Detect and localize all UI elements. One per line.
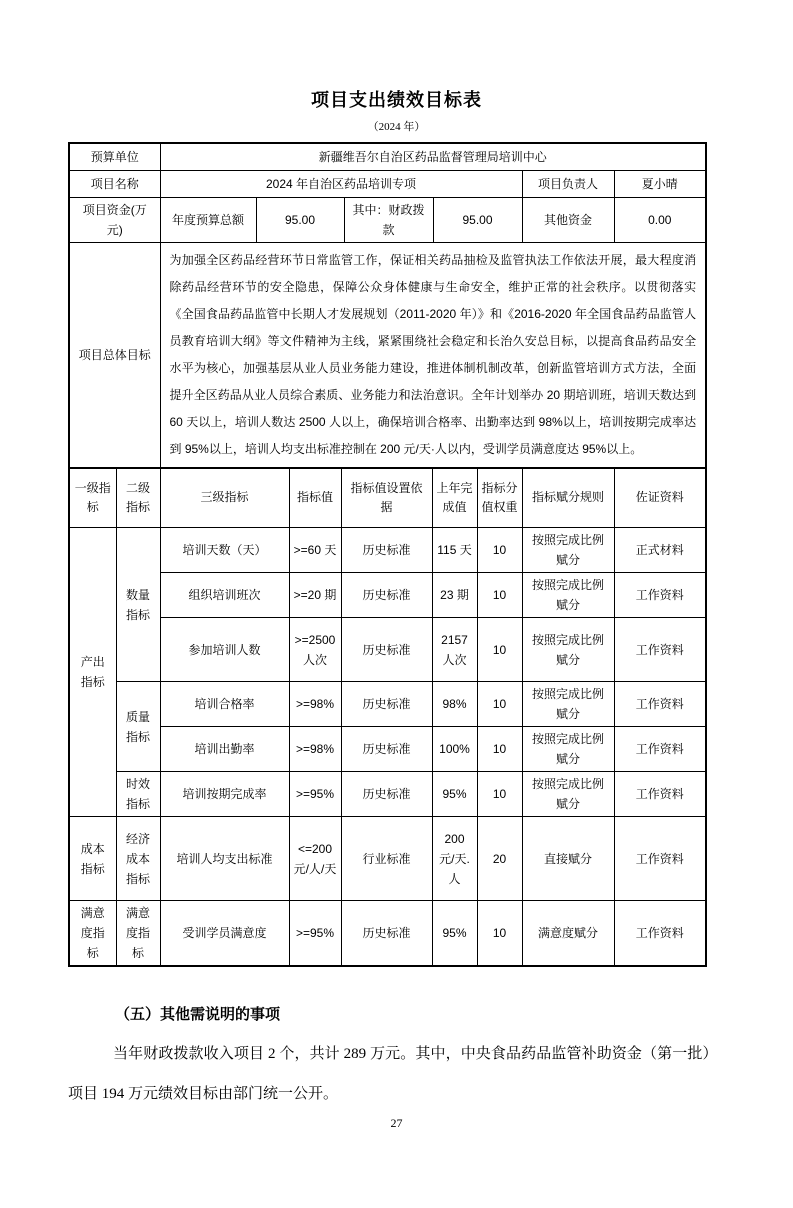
cell-level3-r3: 培训合格率: [160, 682, 289, 727]
cell-prev-r2: 2157 人次: [432, 618, 477, 682]
cell-prev-r3: 98%: [432, 682, 477, 727]
cell-rule-r4: 按照完成比例赋分: [522, 727, 614, 772]
cell-target-r1: >=20 期: [289, 573, 341, 618]
cell-level2-r0: 数量指标: [116, 528, 160, 682]
cell-rule-r3: 按照完成比例赋分: [522, 682, 614, 727]
cell-weight-r6: 20: [477, 817, 522, 901]
cell-evidence-r7: 工作资料: [614, 901, 706, 967]
cell-level2-r5: 时效指标: [116, 772, 160, 817]
header-level3-indicator: 三级指标: [160, 468, 289, 528]
cell-rule-r6: 直接赋分: [522, 817, 614, 901]
budget-unit-label: 预算单位: [69, 143, 160, 170]
cell-prev-r5: 95%: [432, 772, 477, 817]
cell-target-r5: >=95%: [289, 772, 341, 817]
cell-prev-r1: 23 期: [432, 573, 477, 618]
cell-rule-r7: 满意度赋分: [522, 901, 614, 967]
header-level2-indicator: 二级指标: [116, 468, 160, 528]
cell-evidence-r4: 工作资料: [614, 727, 706, 772]
cell-weight-r5: 10: [477, 772, 522, 817]
cell-evidence-r2: 工作资料: [614, 618, 706, 682]
other-notes-section: [68, 1003, 710, 1114]
cell-level3-r5: 培训按期完成率: [160, 772, 289, 817]
other-funds-value: 0.00: [614, 197, 706, 242]
cell-target-r2: >=2500 人次: [289, 618, 341, 682]
cell-basis-r3: 历史标准: [341, 682, 432, 727]
cell-rule-r1: 按照完成比例赋分: [522, 573, 614, 618]
cell-basis-r5: 历史标准: [341, 772, 432, 817]
overall-goal-text: 为加强全区药品经营环节日常监管工作，保证相关药品抽检及监管执法工作依法开展，最大程度消除药品经营环节的安全隐患，保障公众身体健康与生命安全，维护正常的社会秩序。以贯彻落实《全国食品药品监管中长期人才发展规划（2011-2020 年）》和《2016-2020 年全国食品药品监管人员教育培训大纲》等文件精神为主线，紧紧围绕社会稳定和长治久安总目标，以提高食品药品安全水平为核心，加强基层从业人员业务能力建设，推进体制机制改革，创新监管培训方式方法，全面提升全区药品从业人员综合素质、业务能力和法治意识。全年计划举办 20 期培训班，培训天数达到 60 天以上，培训人数达 2500 人以上，确保培训合格率、出勤率达到 98%以上，培训按期完成率达到 95%以上，培训人均支出标准控制在 200 元/天·人以内，受训学员满意度达 95%以上。: [160, 242, 706, 468]
fiscal-allocation-value: 95.00: [433, 197, 522, 242]
cell-evidence-r5: 工作资料: [614, 772, 706, 817]
header-prev-year-value: 上年完成值: [432, 468, 477, 528]
annual-budget-value: 95.00: [256, 197, 344, 242]
header-value-basis: 指标值设置依据: [341, 468, 432, 528]
cell-basis-r0: 历史标准: [341, 528, 432, 573]
cell-target-r3: >=98%: [289, 682, 341, 727]
document-page: [0, 86, 793, 1208]
cell-target-r4: >=98%: [289, 727, 341, 772]
cell-weight-r2: 10: [477, 618, 522, 682]
cell-weight-r1: 10: [477, 573, 522, 618]
cell-level2-r6: 经济成本指标: [116, 817, 160, 901]
other-notes-heading: （五）其他需说明的事项: [115, 1007, 281, 1023]
cell-weight-r4: 10: [477, 727, 522, 772]
project-name-label: 项目名称: [69, 170, 160, 197]
cell-level1-r7: 满意度指标: [69, 901, 116, 967]
cell-evidence-r1: 工作资料: [614, 573, 706, 618]
cell-rule-r5: 按照完成比例赋分: [522, 772, 614, 817]
cell-weight-r3: 10: [477, 682, 522, 727]
cell-level1-r0: 产出指标: [69, 528, 116, 817]
cell-level3-r2: 参加培训人数: [160, 618, 289, 682]
cell-level3-r6: 培训人均支出标准: [160, 817, 289, 901]
indicator-table: [68, 467, 707, 968]
cell-basis-r4: 历史标准: [341, 727, 432, 772]
cell-target-r0: >=60 天: [289, 528, 341, 573]
header-evidence: 佐证资料: [614, 468, 706, 528]
other-notes-paragraph: 当年财政拨款收入项目 2 个，共计 289 万元。其中，中央食品药品监管补助资金（第一批）项目 194 万元绩效目标由部门统一公开。: [68, 1046, 710, 1102]
header-target-value: 指标值: [289, 468, 341, 528]
cell-rule-r0: 按照完成比例赋分: [522, 528, 614, 573]
cell-basis-r2: 历史标准: [341, 618, 432, 682]
annual-budget-label: 年度预算总额: [160, 197, 256, 242]
cell-level3-r0: 培训天数（天）: [160, 528, 289, 573]
project-info-table: [68, 142, 707, 469]
cell-evidence-r0: 正式材料: [614, 528, 706, 573]
cell-evidence-r3: 工作资料: [614, 682, 706, 727]
other-funds-label: 其他资金: [522, 197, 614, 242]
cell-weight-r0: 10: [477, 528, 522, 573]
cell-prev-r6: 200 元/天.人: [432, 817, 477, 901]
cell-level2-r3: 质量指标: [116, 682, 160, 772]
header-score-weight: 指标分值权重: [477, 468, 522, 528]
header-level1-indicator: 一级指标: [69, 468, 116, 528]
overall-goal-label: 项目总体目标: [69, 242, 160, 468]
performance-target-table: [68, 142, 705, 967]
cell-basis-r1: 历史标准: [341, 573, 432, 618]
cell-evidence-r6: 工作资料: [614, 817, 706, 901]
page-number: 27: [390, 1116, 403, 1130]
cell-level3-r1: 组织培训班次: [160, 573, 289, 618]
fiscal-allocation-label: 其中：财政拨款: [344, 197, 433, 242]
cell-level1-r6: 成本指标: [69, 817, 116, 901]
cell-level3-r4: 培训出勤率: [160, 727, 289, 772]
cell-basis-r7: 历史标准: [341, 901, 432, 967]
project-name-value: 2024 年自治区药品培训专项: [160, 170, 522, 197]
project-funds-label: 项目资金(万元): [69, 197, 160, 242]
cell-prev-r7: 95%: [432, 901, 477, 967]
cell-basis-r6: 行业标准: [341, 817, 432, 901]
project-leader-label: 项目负责人: [522, 170, 614, 197]
cell-target-r7: >=95%: [289, 901, 341, 967]
cell-prev-r0: 115 天: [432, 528, 477, 573]
cell-level3-r7: 受训学员满意度: [160, 901, 289, 967]
cell-weight-r7: 10: [477, 901, 522, 967]
cell-target-r6: <=200 元/人/天: [289, 817, 341, 901]
document-title: 项目支出绩效目标表: [311, 90, 482, 110]
header-scoring-rule: 指标赋分规则: [522, 468, 614, 528]
budget-unit-value: 新疆维吾尔自治区药品监督管理局培训中心: [160, 143, 706, 170]
document-subtitle: （2024 年）: [367, 121, 426, 133]
cell-prev-r4: 100%: [432, 727, 477, 772]
project-leader-value: 夏小晴: [614, 170, 706, 197]
cell-rule-r2: 按照完成比例赋分: [522, 618, 614, 682]
cell-level2-r7: 满意度指标: [116, 901, 160, 967]
